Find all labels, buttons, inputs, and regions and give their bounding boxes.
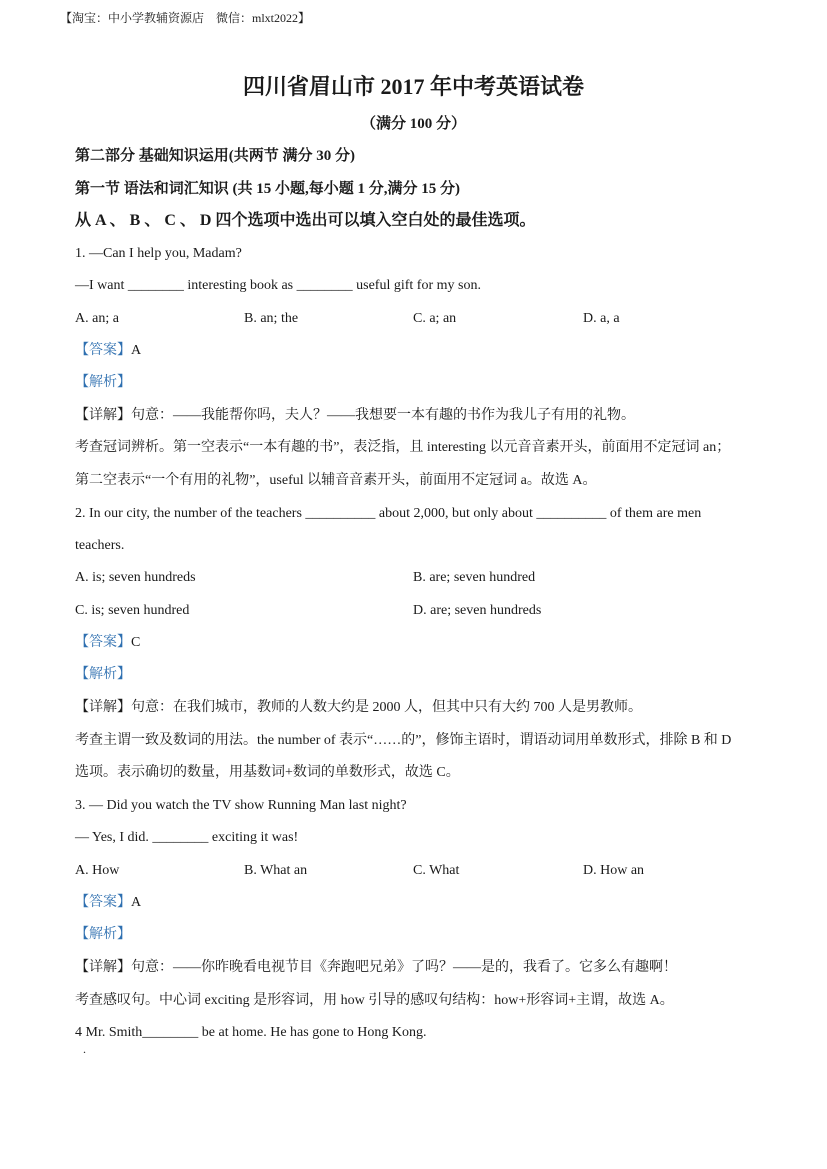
- q1-explain2: 第二空表示“一个有用的礼物”，useful 以辅音音素开头，前面用不定冠词 a。故选 A。: [75, 473, 597, 488]
- header-tag: 【淘宝：中小学教辅资源店 微信：mlxt2022】: [60, 11, 311, 25]
- q1-option-b: B. an; the: [244, 311, 299, 326]
- q3-option-b: B. What an: [244, 863, 308, 878]
- page-subtitle: （满分 100 分）: [360, 116, 466, 132]
- q3-analysis-label: 【解析】: [75, 927, 131, 942]
- q1-detail: 【详解】句意：——我能帮你吗，夫人？——我想要一本有趣的书作为我儿子有用的礼物。: [75, 408, 635, 423]
- q2-option-c: C. is; seven hundred: [75, 603, 190, 618]
- q2-line1: 2. In our city, the number of the teachers __________ about 2,000, but only about __________ of them are men: [75, 506, 702, 521]
- q3-answer: [75, 893, 141, 913]
- q1-option-a: A. an; a: [75, 311, 119, 326]
- q1-analysis-label: 【解析】: [75, 375, 131, 390]
- q2-detail: 【详解】句意：在我们城市，教师的人数大约是 2000 人，但其中只有大约 700 人是男教师。: [75, 700, 642, 715]
- answer-label: 【答案】: [75, 895, 131, 910]
- section-heading: 第一节 语法和词汇知识 (共 15 小题,每小题 1 分,满分 15 分): [75, 181, 460, 197]
- q3-line2: — Yes, I did. ________ exciting it was!: [75, 830, 299, 845]
- q2-explain1: 考查主谓一致及数词的用法。the number of 表示“……的”，修饰主语时，谓语动词用单数形式，排除 B 和 D: [75, 733, 732, 748]
- q1-explain1: 考查冠词辨析。第一空表示“一本有趣的书”，表泛指，且 interesting 以元音音素开头，前面用不定冠词 an；: [75, 440, 731, 455]
- q4-dot: .: [83, 1042, 86, 1056]
- q2-line2: teachers.: [75, 538, 125, 553]
- q2-option-b: B. are; seven hundred: [413, 570, 536, 585]
- q1-option-d: D. a, a: [583, 311, 620, 326]
- q2-option-d: D. are; seven hundreds: [413, 603, 542, 618]
- q3-explain1: 考查感叹句。中心词 exciting 是形容词，用 how 引导的感叹句结构：how+形容词+主谓，故选 A。: [75, 993, 674, 1008]
- q4-line1: 4 Mr. Smith________ be at home. He has gone to Hong Kong.: [75, 1025, 427, 1040]
- part-heading: 第二部分 基础知识运用(共两节 满分 30 分): [75, 148, 355, 164]
- q2-option-a: A. is; seven hundreds: [75, 570, 196, 585]
- q3-option-a: A. How: [75, 863, 120, 878]
- q1-line1: 1. —Can I help you, Madam?: [75, 246, 242, 261]
- q2-analysis-label: 【解析】: [75, 667, 131, 682]
- q1-option-c: C. a; an: [413, 311, 457, 326]
- q2-answer-value: C: [131, 635, 141, 650]
- q1-answer: [75, 341, 141, 361]
- instruction: 从 A 、 B 、 C 、 D 四个选项中选出可以填入空白处的最佳选项。: [75, 212, 536, 229]
- q3-detail: 【详解】句意：——你昨晚看电视节目《奔跑吧兄弟》了吗？——是的，我看了。它多么有趣啊！: [75, 960, 677, 975]
- answer-label: 【答案】: [75, 343, 131, 358]
- q2-explain2: 选项。表示确切的数量，用基数词+数词的单数形式，故选 C。: [75, 765, 460, 780]
- q3-option-c: C. What: [413, 863, 460, 878]
- q1-line2: —I want ________ interesting book as ________ useful gift for my son.: [75, 278, 481, 293]
- q3-answer-value: A: [131, 895, 142, 910]
- q2-answer: [75, 633, 140, 653]
- q3-option-d: D. How an: [583, 863, 645, 878]
- q1-answer-value: A: [131, 343, 142, 358]
- answer-label: 【答案】: [75, 635, 131, 650]
- page-title: 四川省眉山市 2017 年中考英语试卷: [242, 74, 584, 99]
- q3-line1: 3. — Did you watch the TV show Running Man last night?: [75, 798, 407, 813]
